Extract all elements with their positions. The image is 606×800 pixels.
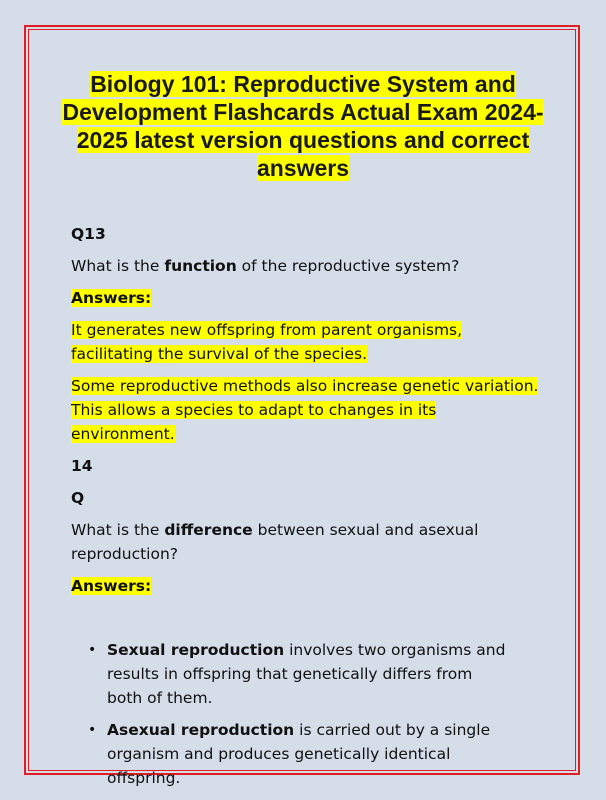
bullet-icon: • (88, 722, 97, 738)
question-14-answers-label (71, 574, 541, 598)
question-13-keyword: function (164, 257, 237, 275)
bullet-icon: • (88, 642, 97, 658)
question-14-number: 14 (71, 457, 93, 475)
question-13-answer-1-text: It generates new offspring from parent organisms, facilitating the survival of the species. (71, 321, 463, 363)
question-13-answer-2-text: Some reproductive methods also increase genetic variation. This allows a species to adapt to changes in its environment. (71, 377, 539, 443)
question-13-text (71, 254, 541, 278)
document-title-text: Biology 101: Reproductive System and Development Flashcards Actual Exam 2024-2025 latest version questions and correct answers (62, 71, 544, 181)
document-title (50, 70, 556, 182)
question-13-answers-label-text: Answers: (71, 289, 152, 307)
question-14-label: Q (71, 489, 85, 507)
list-item-text: involves two organisms and results in offspring that genetically differs from both of them. (107, 641, 506, 707)
list-item (71, 718, 511, 790)
list-item-term: Sexual reproduction (107, 641, 285, 659)
question-14-keyword: difference (164, 521, 253, 539)
list-item-term: Asexual reproduction (107, 721, 295, 739)
question-14-answers-label-text: Answers: (71, 577, 152, 595)
question-13-prefix: What is the (71, 257, 165, 275)
question-14-text (71, 518, 541, 566)
flashcard-content (71, 222, 541, 790)
list-item (71, 638, 511, 710)
question-14-prefix: What is the (71, 521, 165, 539)
question-13-suffix: of the reproductive system? (236, 257, 460, 275)
question-13-answer-1 (71, 318, 541, 366)
question-14-suffix: between sexual and asexual reproduction? (71, 521, 479, 563)
question-13-answers-label (71, 286, 541, 310)
list-item-text: is carried out by a single organism and produces genetically identical offspring. (107, 721, 491, 787)
question-13-answer-2 (71, 374, 541, 446)
question-13-label: Q13 (71, 225, 106, 243)
question-14-answer-list (71, 638, 511, 790)
